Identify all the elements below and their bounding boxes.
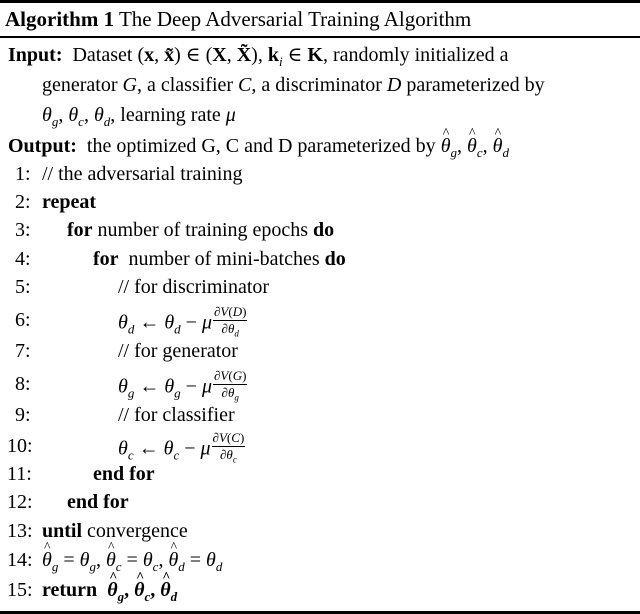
step-text: // the adversarial training [42,163,243,185]
step-number: 15: [7,579,33,601]
step-number: 13: [7,520,33,542]
step-text: // for generator [118,340,238,362]
keyword-end-for: end for [67,491,129,513]
assign-parameters: ^ $\theta_g = \theta_g$, ^ $\theta_c = \theta_c$, ^ $\theta_d = \theta_d$ [42,550,222,573]
input-label: Input: [8,44,63,66]
algorithm-title-text: The Deep Adversarial Training Algorithm [118,7,472,31]
output-label: Output: [8,135,77,157]
step-number: 4: [15,248,31,270]
update-classifier: $\theta_c$ ← $\theta_c - \mu$ $\frac{\partial V(C)}{\partial\theta_c}$ [118,430,245,465]
step-number: 7: [15,340,31,362]
step-number: 1: [15,163,31,185]
input-line-2: generator G, a classifier C, a discriminator D parameterized by [42,74,545,96]
gradient-fraction: $\frac{\partial V(D)}{\partial\theta_d}$ [213,304,247,339]
step-number: 14: [7,549,33,571]
step-text: for number of mini-batches do [93,248,346,270]
step-number: 5: [15,276,31,298]
update-discriminator: $\theta_d$ ← $\theta_d - \mu$ $\frac{\partial V(D)}{\partial\theta_d}$ [118,304,247,339]
title-rule [0,36,640,38]
step-number: 10: [7,435,33,457]
input-line-1 [8,45,508,68]
step-text: until convergence [42,520,188,542]
algorithm-title [5,9,471,30]
output-text: the optimized G, C and D parameterized by ^ $\theta_g$, ^ $\theta_c$, ^ $\theta_d$ [82,135,509,157]
step-text: // for discriminator [118,276,270,298]
step-number: 6: [15,309,31,331]
step-number: 2: [15,191,31,213]
update-generator: $\theta_g$ ← $\theta_g - \mu$ $\frac{\partial V(G)}{\partial\theta_g}$ [118,368,247,403]
step-number: 9: [15,404,31,426]
keyword-repeat: repeat [42,191,97,213]
top-rule [0,0,640,3]
step-number: 8: [15,373,31,395]
gradient-fraction: $\frac{\partial V(G)}{\partial\theta_g}$ [213,368,247,403]
output-line [8,136,509,159]
return-statement: return ^ $\theta_g$, ^ $\theta_c$, ^ $\theta_d$ [42,580,177,603]
step-number: 11: [7,463,32,485]
gradient-fraction: $\frac{\partial V(C)}{\partial\theta_c}$ [212,430,245,465]
algorithm-label: Algorithm 1 [5,7,115,31]
keyword-end-for: end for [93,463,155,485]
step-number: 12: [7,491,33,513]
step-text: // for classifier [118,404,235,426]
input-text-1: Dataset (x, x̃) ∈ (X, X̃), $k_i$ ∈ K, randomly initialized a [67,44,509,69]
input-line-3: $\theta_g$, $\theta_c$, $\theta_d$, learning rate μ [42,104,236,129]
step-text: for number of training epochs do [67,219,335,241]
step-number: 3: [15,219,31,241]
